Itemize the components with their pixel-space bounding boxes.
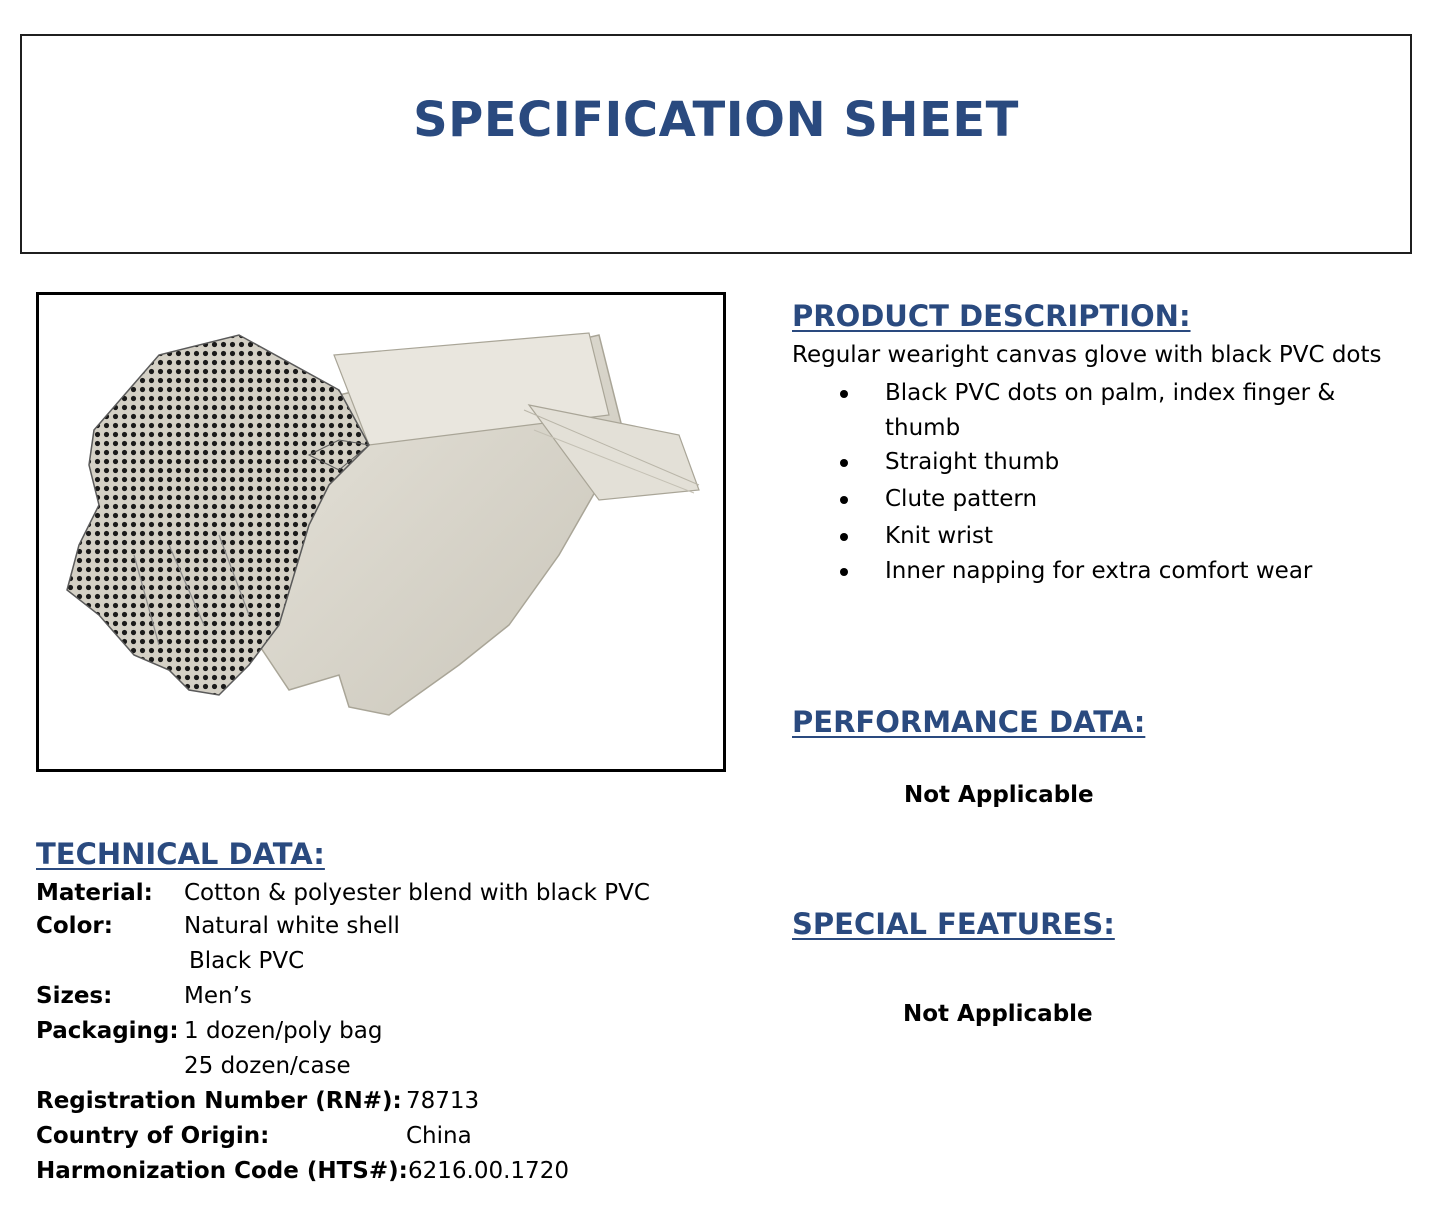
- registration-number-value: 78713: [406, 1088, 480, 1114]
- list-item-text: Clute pattern: [885, 486, 1038, 512]
- list-item-text: Straight thumb: [885, 449, 1060, 475]
- country-of-origin-value: China: [406, 1123, 472, 1149]
- header-box: [20, 34, 1412, 254]
- glove-illustration: [39, 295, 723, 769]
- bullet-icon: [840, 390, 848, 398]
- harmonization-code-label: Harmonization Code (HTS#):: [36, 1158, 408, 1184]
- sizes-label: Sizes:: [36, 983, 113, 1009]
- special-features-value: Not Applicable: [903, 1001, 1093, 1027]
- performance-data-heading: PERFORMANCE DATA:: [792, 705, 1146, 739]
- special-features-heading: SPECIAL FEATURES:: [792, 907, 1115, 941]
- sizes-value: Men’s: [184, 983, 252, 1009]
- harmonization-code-value: 6216.00.1720: [408, 1158, 569, 1184]
- bullet-icon: [840, 496, 848, 504]
- list-item-text: Knit wrist: [885, 523, 994, 549]
- bullet-icon: [840, 568, 848, 576]
- packaging-value-secondary: 25 dozen/case: [184, 1053, 351, 1079]
- color-value: Natural white shell: [184, 913, 400, 939]
- list-item-text: Black PVC dots on palm, index finger & thumb: [885, 380, 1336, 441]
- color-value-secondary: Black PVC: [189, 948, 305, 974]
- product-description-text: Regular wearight canvas glove with black PVC dots: [792, 342, 1382, 368]
- product-image: [36, 292, 726, 772]
- document-title: SPECIFICATION SHEET: [413, 92, 1019, 148]
- packaging-value: 1 dozen/poly bag: [184, 1018, 383, 1044]
- product-description-heading: PRODUCT DESCRIPTION:: [792, 299, 1191, 333]
- country-of-origin-label: Country of Origin:: [36, 1123, 270, 1149]
- material-label: Material:: [36, 880, 153, 906]
- bullet-icon: [840, 459, 848, 467]
- registration-number-label: Registration Number (RN#):: [36, 1088, 402, 1114]
- color-label: Color:: [36, 913, 113, 939]
- material-value: Cotton & polyester blend with black PVC: [184, 880, 650, 906]
- list-item-text: Inner napping for extra comfort wear: [885, 558, 1313, 584]
- packaging-label: Packaging:: [36, 1018, 179, 1044]
- technical-data-heading: TECHNICAL DATA:: [36, 837, 325, 871]
- bullet-icon: [840, 533, 848, 541]
- performance-data-value: Not Applicable: [904, 782, 1094, 808]
